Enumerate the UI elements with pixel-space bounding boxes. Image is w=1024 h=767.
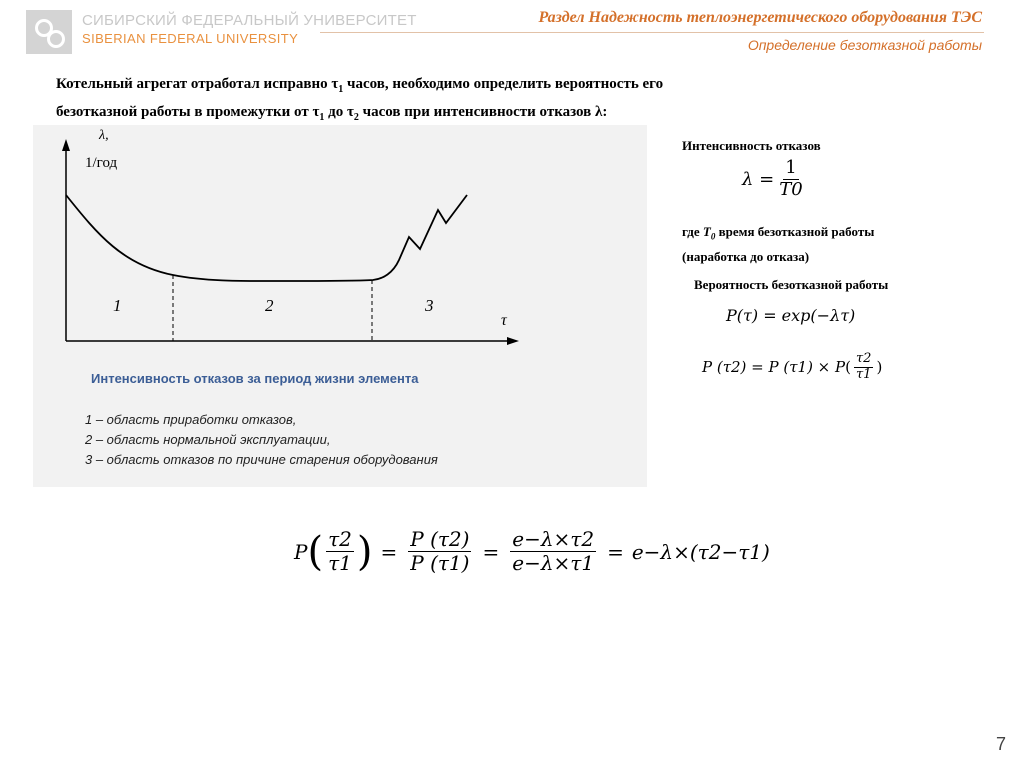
x-axis-arrow — [507, 337, 519, 345]
chain-denominator: τ1 — [855, 366, 872, 382]
region-label-3: 3 — [425, 296, 434, 315]
failure-rate-curve — [66, 195, 467, 281]
logo-text-ru: СИБИРСКИЙ ФЕДЕРАЛЬНЫЙ УНИВЕРСИТЕТ — [82, 12, 417, 29]
legend-item: 1 – область приработки отказов, — [85, 412, 297, 427]
problem-sub: 1 — [338, 84, 344, 95]
figure-caption: Интенсивность отказов за период жизни элемента — [91, 371, 419, 386]
logo-mark-icon — [26, 10, 72, 54]
where-note — [682, 222, 874, 267]
problem-text: до τ — [324, 104, 354, 120]
ratio-denominator: τ1 — [328, 551, 352, 575]
y-axis-arrow — [62, 139, 70, 151]
equals-sign: = — [380, 539, 398, 564]
slide-subtitle: Определение безотказной работы — [747, 37, 982, 53]
chain-numerator: τ2 — [855, 351, 872, 366]
where-line-1 — [682, 222, 874, 247]
paren-open: ( — [307, 528, 324, 575]
where-text: время безотказной работы — [715, 224, 875, 239]
problem-line-1 — [56, 73, 846, 101]
header-divider — [320, 32, 984, 33]
problem-text: Котельный агрегат отработал исправно τ — [56, 76, 339, 92]
lambda-fraction — [777, 158, 804, 200]
equals-sign: = — [482, 539, 500, 564]
chain-fraction — [854, 352, 873, 383]
chain-formula — [702, 352, 882, 383]
problem-sub: 2 — [353, 112, 359, 123]
x-axis-label: τ — [501, 312, 507, 329]
lambda-formula — [742, 158, 808, 200]
main-result: e−λ×(τ2−τ1) — [631, 539, 770, 564]
where-line-2: (наработка до отказа) — [682, 248, 810, 264]
ratio-numerator: τ2 — [328, 527, 352, 551]
intensity-label: Интенсивность отказов — [682, 138, 821, 153]
y-axis-label-lambda: λ, — [99, 128, 109, 143]
y-axis-label-unit: 1/год — [85, 155, 118, 171]
probability-fraction — [408, 528, 471, 575]
lambda-lhs: λ = — [742, 168, 775, 190]
problem-text: часов при интенсивности отказов λ: — [358, 104, 608, 120]
where-symbol: T — [702, 224, 711, 239]
problem-sub: 1 — [319, 112, 325, 123]
chain-lhs: P (τ2) = P (τ1) × P — [702, 358, 846, 377]
main-formula — [294, 528, 770, 575]
probability-denominator: P (τ1) — [410, 551, 470, 575]
problem-statement — [56, 73, 846, 129]
exponent-numerator: e−λ×τ2 — [512, 527, 595, 551]
where-sub: 0 — [710, 231, 716, 242]
equals-sign: = — [607, 539, 624, 564]
paren-close: ) — [356, 528, 373, 575]
where-text: где — [682, 224, 703, 239]
problem-text: часов, необходимо определить вероятность его — [343, 76, 664, 92]
exp-formula: P(τ) = exp(−λτ) — [726, 306, 856, 325]
problem-text: безотказной работы в промежутки от τ — [56, 104, 320, 120]
lambda-numerator: 1 — [785, 157, 797, 178]
figure-legend — [85, 410, 490, 470]
region-label-1: 1 — [113, 296, 122, 315]
legend-item: 3 – область отказов по причине старения оборудования — [85, 452, 438, 467]
legend-item: 2 – область нормальной эксплуатации, — [85, 432, 331, 447]
exponent-denominator: e−λ×τ1 — [512, 551, 595, 575]
probability-numerator: P (τ2) — [410, 527, 470, 551]
region-label-2: 2 — [265, 296, 274, 315]
failure-rate-figure — [33, 125, 647, 487]
probability-label: Вероятность безотказной работы — [694, 277, 889, 292]
section-title: Раздел Надежность теплоэнергетического оборудования ТЭС — [538, 9, 982, 26]
page-number: 7 — [995, 734, 1006, 754]
university-logo — [26, 10, 417, 54]
ratio-fraction — [326, 528, 354, 575]
paren-open: ( — [845, 358, 851, 377]
paren-close: ) — [876, 358, 883, 377]
lambda-denominator: T0 — [779, 178, 803, 200]
main-p: P — [294, 539, 308, 564]
exponent-fraction — [510, 528, 596, 575]
logo-text-en: SIBERIAN FEDERAL UNIVERSITY — [82, 31, 299, 46]
